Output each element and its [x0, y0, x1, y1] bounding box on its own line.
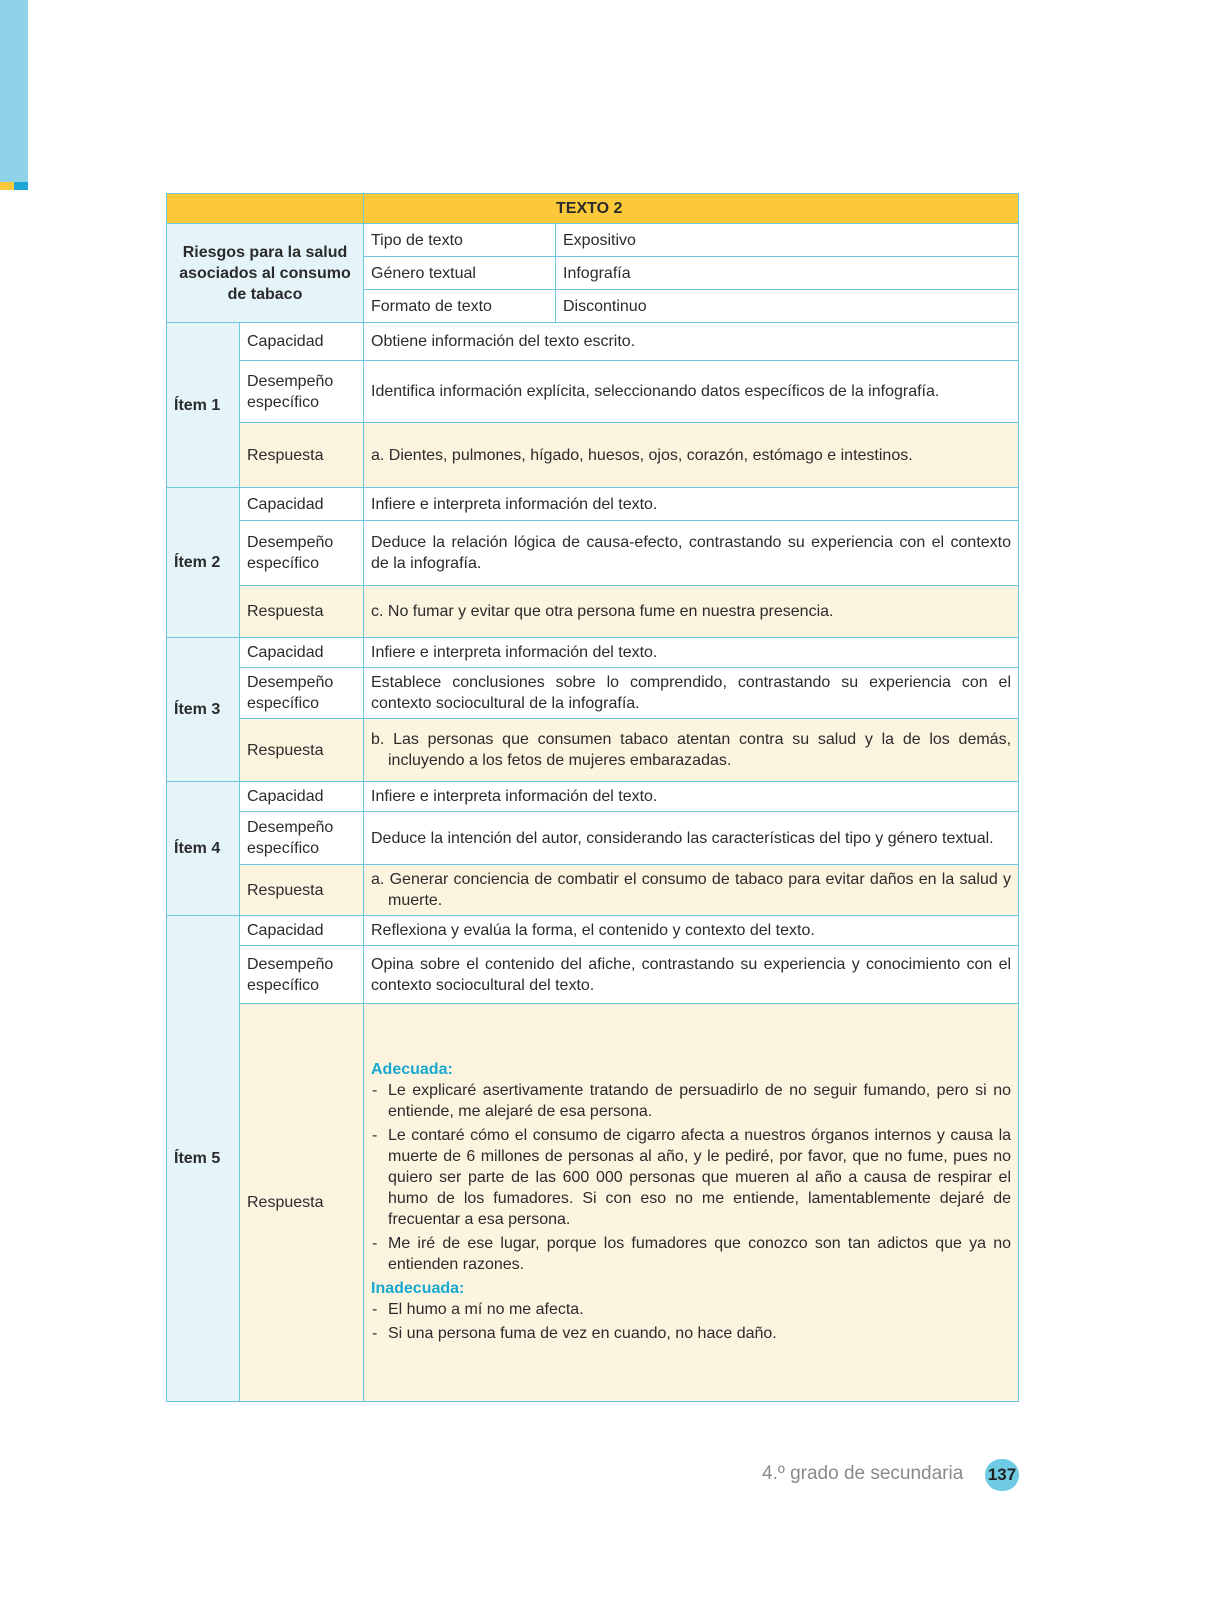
list-item: - Me iré de ese lugar, porque los fumadores que conozco son tan adictos que ya no entienden razones.: [371, 1233, 1011, 1275]
respuesta-text: b. Las personas que consumen tabaco atentan contra su salud y la de los demás, incluyendo a los fetos de mujeres embarazadas.: [371, 731, 1012, 769]
table-row: [167, 361, 1019, 423]
inadecuada-list: [371, 1299, 1011, 1344]
respuesta-text: c. No fumar y evitar que otra persona fume en nuestra presencia.: [371, 603, 834, 620]
row-label-respuesta: Respuesta: [240, 423, 364, 488]
desempeno-value: Identifica información explícita, seleccionando datos específicos de la infografía.: [364, 361, 1019, 423]
list-item: - Si una persona fuma de vez en cuando, no hace daño.: [371, 1323, 1011, 1344]
row-label-desempeno: Desempeño específico: [240, 521, 364, 586]
item-label: Ítem 5: [167, 916, 240, 1402]
respuesta-value: [364, 586, 1019, 638]
table-row: [167, 668, 1019, 719]
meta-value: Infografía: [556, 257, 1019, 290]
text-title: Riesgos para la salud asociados al consumo de tabaco: [167, 224, 364, 323]
item-label: Ítem 3: [167, 638, 240, 782]
table-row: [167, 946, 1019, 1004]
capacidad-value: Obtiene información del texto escrito.: [364, 323, 1019, 361]
respuesta-value: [364, 1004, 1019, 1402]
desempeno-value: Opina sobre el contenido del afiche, contrastando su experiencia y conocimiento con el contexto sociocultural del texto.: [364, 946, 1019, 1004]
list-item: - Le explicaré asertivamente tratando de persuadirlo de no seguir fumando, pero si no entiende, me alejaré de esa persona.: [371, 1080, 1011, 1122]
row-label-respuesta: Respuesta: [240, 865, 364, 916]
table-row: [167, 423, 1019, 488]
table-row: [167, 1004, 1019, 1402]
list-item: - El humo a mí no me afecta.: [371, 1299, 1011, 1320]
meta-label: Tipo de texto: [364, 224, 556, 257]
grade-footer: 4.º grado de secundaria: [762, 1463, 964, 1484]
row-label-capacidad: Capacidad: [240, 916, 364, 946]
respuesta-value: [364, 719, 1019, 782]
meta-label: Género textual: [364, 257, 556, 290]
table-row: [167, 916, 1019, 946]
table-row: [167, 812, 1019, 865]
adecuada-heading: Adecuada:: [371, 1060, 453, 1078]
meta-value: Discontinuo: [556, 290, 1019, 323]
capacidad-value: Reflexiona y evalúa la forma, el contenido y contexto del texto.: [364, 916, 1019, 946]
desempeno-value: Deduce la intención del autor, considerando las características del tipo y género textual.: [364, 812, 1019, 865]
row-label-desempeno: Desempeño específico: [240, 668, 364, 719]
page-number: 137: [985, 1459, 1019, 1491]
meta-label: Formato de texto: [364, 290, 556, 323]
item-label: Ítem 1: [167, 323, 240, 488]
respuesta-value: [364, 865, 1019, 916]
row-label-capacidad: Capacidad: [240, 638, 364, 668]
table-row: [167, 323, 1019, 361]
list-item: - Le contaré cómo el consumo de cigarro afecta a nuestros órganos internos y causa la muerte de 6 millones de personas al año, y le pediré, por favor, que no fume, pues no quiero ser parte de las 600 000 personas que mueren al año a causa de respirar el humo de los fumadores. Si con eso no me entiende, lamentablemente dejaré de frecuentar a esa persona.: [371, 1125, 1011, 1230]
inadecuada-heading: Inadecuada:: [371, 1279, 465, 1297]
side-tab-blue-stripe: [14, 182, 28, 190]
row-label-desempeno: Desempeño específico: [240, 361, 364, 423]
table-row: [167, 782, 1019, 812]
table-row: [167, 719, 1019, 782]
table-row: [167, 586, 1019, 638]
table-row: [167, 865, 1019, 916]
table-row: [167, 521, 1019, 586]
side-color-tab: [0, 0, 28, 190]
respuesta-text: a. Dientes, pulmones, hígado, huesos, ojos, corazón, estómago e intestinos.: [371, 446, 913, 464]
table-header-row: [167, 194, 1019, 224]
item-label: Ítem 2: [167, 488, 240, 638]
desempeno-value: Establece conclusiones sobre lo comprendido, contrastando su experiencia con el contexto sociocultural de la infografía.: [364, 668, 1019, 719]
row-label-desempeno: Desempeño específico: [240, 946, 364, 1004]
side-tab-yellow-stripe: [0, 182, 14, 190]
meta-row: [167, 224, 1019, 257]
row-label-respuesta: Respuesta: [240, 1004, 364, 1402]
desempeno-value: Deduce la relación lógica de causa-efecto, contrastando su experiencia con el contexto de la infografía.: [364, 521, 1019, 586]
table-header: TEXTO 2: [364, 194, 1019, 224]
item-label: Ítem 4: [167, 782, 240, 916]
row-label-respuesta: Respuesta: [240, 586, 364, 638]
respuesta-text: a. Generar conciencia de combatir el consumo de tabaco para evitar daños en la salud y muerte.: [371, 871, 1012, 909]
row-label-desempeno: Desempeño específico: [240, 812, 364, 865]
capacidad-value: Infiere e interpreta información del texto.: [364, 638, 1019, 668]
row-label-respuesta: Respuesta: [240, 719, 364, 782]
respuesta-value: [364, 423, 1019, 488]
evaluation-table: [166, 193, 1019, 1402]
row-label-capacidad: Capacidad: [240, 488, 364, 521]
capacidad-value: Infiere e interpreta información del texto.: [364, 782, 1019, 812]
table-row: [167, 488, 1019, 521]
meta-value: Expositivo: [556, 224, 1019, 257]
table-row: [167, 638, 1019, 668]
adecuada-list: [371, 1080, 1011, 1275]
capacidad-value: Infiere e interpreta información del texto.: [364, 488, 1019, 521]
row-label-capacidad: Capacidad: [240, 323, 364, 361]
row-label-capacidad: Capacidad: [240, 782, 364, 812]
